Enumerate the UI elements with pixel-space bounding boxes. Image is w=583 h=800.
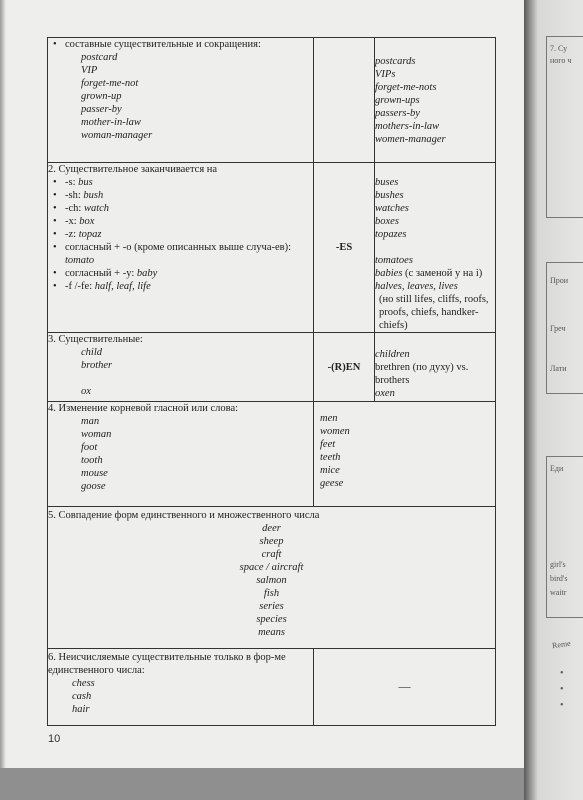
plural-cell: postcards VIPs forget-me-nots grown-ups passers-by mothers-in-law women-manager [375, 38, 496, 163]
scan-border [0, 768, 524, 800]
suffix-cell: -(R)EN [314, 333, 375, 402]
plural-cell: buses bushes watches boxes topazes tomatoes babies (с заменой у на i) halves, leaves, lives (но still lifes, cliffs, roofs, proofs, chiefs, handker-chiefs) [375, 163, 496, 333]
rule-heading: 6. Неисчисляемые существительные только в фор-ме единственного числа: [48, 652, 286, 676]
rule-cell: 6. Неисчисляемые существительные только в фор-ме единственного числа: chess cash hair [48, 649, 314, 726]
table-row [48, 402, 496, 507]
table-row [48, 333, 496, 402]
suffix-cell: -ES [314, 163, 375, 333]
plural-rules-table [47, 37, 496, 726]
page-number: 10 [48, 733, 61, 745]
rule-heading: 2. Существительное заканчивается на [48, 164, 218, 175]
rule-cell [48, 507, 496, 649]
rule-heading: 4. Изменение корневой гласной или слова: [48, 403, 239, 414]
table-row [48, 507, 496, 649]
table-row [48, 649, 496, 726]
table-row [48, 38, 496, 163]
rule-cell [48, 38, 314, 163]
rule-cell: 2. Существительное заканчивается на • -s: bus • -sh: bush • -ch: watch • -x: box • -z: topaz • согласный + -о (кроме описанных выше случа-ев): tomato • согласный + -у: baby • -f /-fe: half, leaf, life [48, 163, 314, 333]
plural-cell: men women feet teeth mice geese [314, 402, 496, 507]
rule-heading: 5. Совпадение форм единственного и множественного числа [48, 510, 320, 521]
rule-cell: 4. Изменение корневой гласной или слова: man woman foot tooth mouse goose [48, 402, 314, 507]
plural-cell: — [314, 649, 496, 726]
rule-bullet: • составные существительные и сокращения: [65, 38, 313, 51]
rule-heading: 3. Существительные: [48, 334, 143, 345]
adjacent-page-edge: 7. Су ного ч Прои Греч Лати Еди girl's bird's waitr Reme • • • [524, 0, 583, 800]
plural-cell: children brethren (по духу) vs. brothers oxen [375, 333, 496, 402]
invariant-word-list: deer sheep craft space / aircraft salmon fish series species means [239, 523, 304, 638]
table-row [48, 163, 496, 333]
suffix-cell [314, 38, 375, 163]
rule-cell: 3. Существительные: child brother ox [48, 333, 314, 402]
page-shadow [0, 0, 6, 800]
example-list: postcard VIP forget-me-not grown-up passer-by mother-in-law woman-manager [81, 52, 153, 141]
